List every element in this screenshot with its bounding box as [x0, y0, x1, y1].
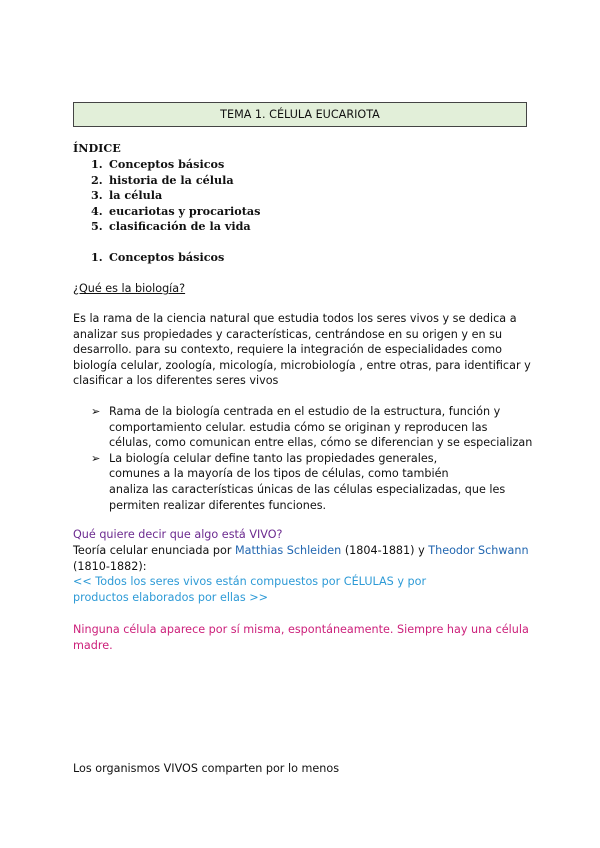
- index-label: eucariotas y procariotas: [109, 203, 261, 218]
- definition-line: clasificar a los diferentes seres vivos: [73, 374, 279, 388]
- definition-line: analizar sus propiedades y características, centrándose en su origen y en su: [73, 327, 503, 341]
- cell-origin-line: madre.: [73, 638, 113, 652]
- index-number: 5.: [91, 219, 103, 234]
- index-list: [91, 157, 261, 235]
- index-label: clasificación de la vida: [109, 219, 251, 234]
- arrow-bullet-icon: ➢: [91, 405, 101, 418]
- bullet-line: Rama de la biología centrada en el estudio de la estructura, función y: [109, 405, 501, 418]
- bullet-list: [91, 404, 532, 513]
- bullet-line: comportamiento celular. estudia cómo se originan y reproducen las: [109, 420, 488, 434]
- bullet-line: comunes a la mayoría de los tipos de células, como también: [109, 467, 449, 481]
- section-heading: [91, 250, 224, 264]
- bullet-line: permiten realizar diferentes funciones.: [109, 498, 327, 512]
- organisms-intro: Los organismos VIVOS comparten por lo menos: [73, 762, 340, 775]
- index-item: [91, 204, 261, 220]
- bullet-line: células, como comunican entre ellas, cómo se diferencian y se especializan: [109, 436, 533, 450]
- bullet-line: La biología celular define tanto las propiedades generales,: [109, 451, 438, 465]
- scientist-schwann: Theodor Schwann: [428, 544, 529, 557]
- theory-quote-line: productos elaborados por ellas >>: [73, 590, 269, 604]
- index-label: historia de la célula: [109, 172, 234, 187]
- cell-origin-line: Ninguna célula aparece por sí misma, espontáneamente. Siempre hay una célula: [73, 623, 529, 636]
- definition-line: biología celular, zoología, micología, microbiología , entre otras, para identificar y: [73, 358, 531, 372]
- definition-paragraph: [73, 311, 531, 389]
- cell-theory-line: [73, 543, 529, 559]
- schleiden-years: (1804-1881) y: [341, 544, 429, 557]
- index-number: 2.: [91, 172, 103, 187]
- index-number: 1.: [91, 157, 103, 171]
- cell-theory-prefix: Teoría celular enunciada por: [73, 544, 236, 557]
- cell-origin-note: [73, 622, 529, 653]
- scientist-schleiden: Matthias Schleiden: [235, 544, 342, 557]
- biology-question: ¿Qué es la biología?: [73, 282, 186, 295]
- index-item: [91, 157, 261, 173]
- vivo-question: Qué quiere decir que algo está VIVO?: [73, 528, 283, 541]
- page-title: TEMA 1. CÉLULA EUCARIOTA: [73, 102, 527, 127]
- index-label: Conceptos básicos: [109, 157, 225, 171]
- bullet-item: [91, 451, 532, 513]
- section-label: Conceptos básicos: [109, 250, 225, 264]
- definition-line: Es la rama de la ciencia natural que estudia todos los seres vivos y se dedica a: [73, 312, 517, 325]
- arrow-bullet-icon: ➢: [91, 451, 101, 465]
- bullet-line: analiza las características únicas de las células especializadas, que les: [109, 482, 506, 496]
- cell-theory: [73, 543, 529, 605]
- index-label: la célula: [109, 188, 163, 203]
- index-heading: ÍNDICE: [73, 141, 121, 155]
- theory-quote-line: << Todos los seres vivos están compuestos por CÉLULAS y por: [73, 575, 427, 589]
- index-item: [91, 188, 261, 204]
- index-number: 4.: [91, 203, 103, 218]
- definition-line: desarrollo. para su contexto, requiere la integración de especialidades como: [73, 343, 502, 357]
- bullet-item: [91, 404, 532, 451]
- index-item: [91, 173, 261, 189]
- index-number: 3.: [91, 188, 103, 203]
- schwann-years: (1810-1882):: [73, 559, 147, 573]
- section-number: 1.: [91, 250, 103, 264]
- index-item: [91, 219, 261, 235]
